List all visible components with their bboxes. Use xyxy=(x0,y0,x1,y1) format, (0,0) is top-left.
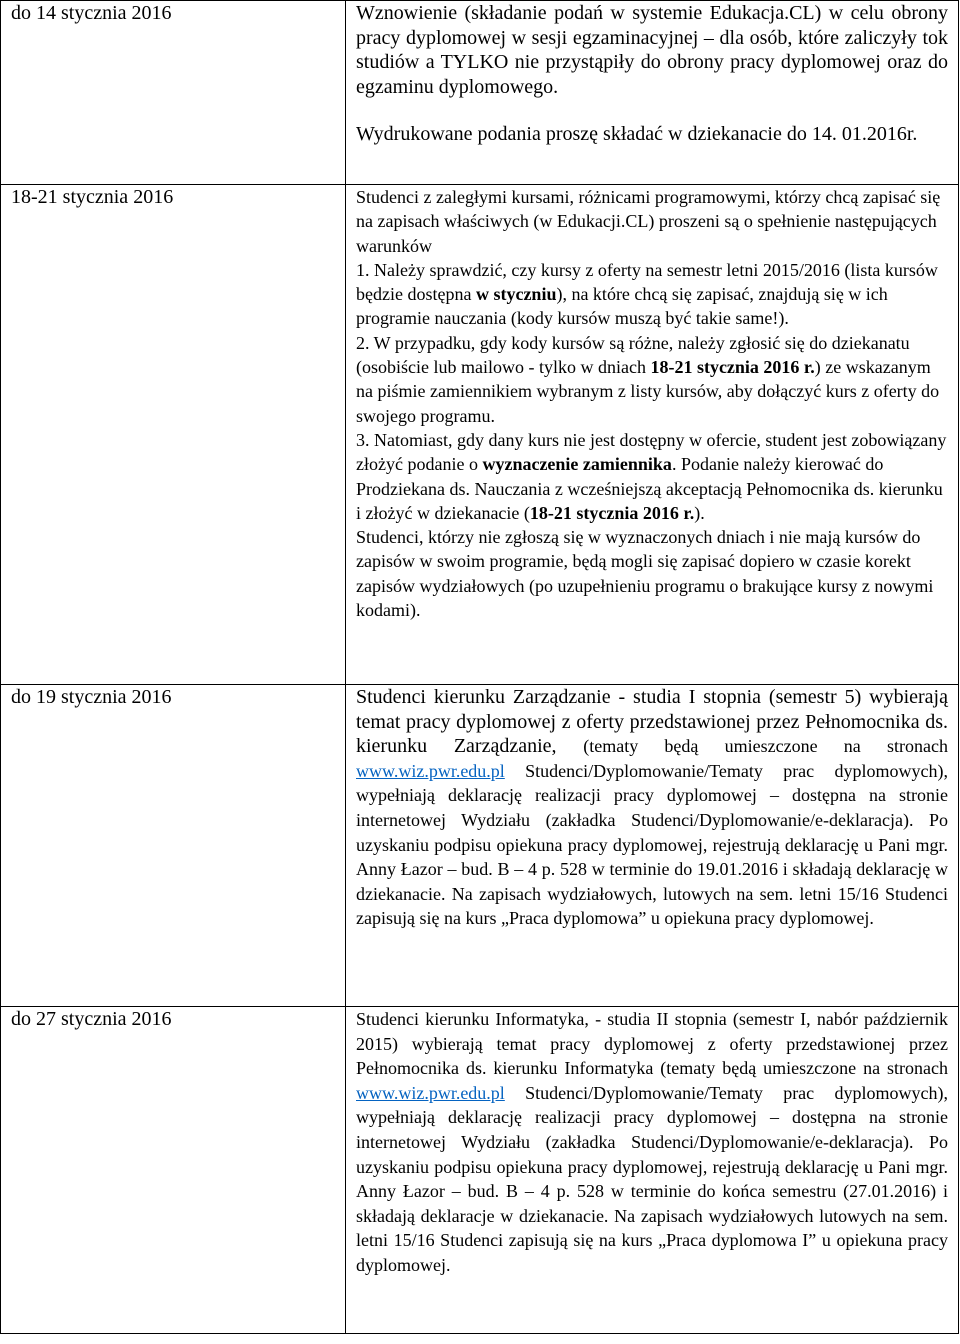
description-paragraph: Studenci kierunku Informatyka, - studia II stopnia (semestr I, nabór październik 2015) wybierają temat pracy dyplomowej z oferty przedstawionej przez Pełnomocnika ds. kierunku Informatyka (tematy będą umieszczone na stronach www.wiz.pwr.edu.pl Studenci/Dyplomowanie/Tematy prac dyplomowych), wypełniają deklarację realizacji pracy dyplomowej – dostępna na stronie internetowej Wydziału (zakładka Studenci/Dyplomowanie/e-deklaracja). Po uzyskaniu podpisu opiekuna pracy dyplomowej, rejestrują deklarację u Pani mgr. Anny Łazor – bud. B – 4 p. 528 w terminie do końca semestru (27.01.2016) i składają deklaracje w dziekanacie. Na zapisach wydziałowych lutowych na sem. letni 15/16 Studenci zapisują się na kurs „Praca dyplomowa I” u opiekuna pracy dyplomowej. xyxy=(356,1009,948,1275)
row-date: 18-21 stycznia 2016 xyxy=(1,185,346,685)
row-date: do 19 stycznia 2016 xyxy=(1,685,346,1007)
wiz-website-link[interactable]: www.wiz.pwr.edu.pl xyxy=(356,1082,505,1103)
description-paragraph: Wznowienie (składanie podań w systemie Edukacja.CL) w celu obrony pracy dyplomowej w sesji egzaminacyjnej – dla osób, które zaliczyły tok studiów a TYLKO nie przystąpiły do obrony pracy dyplomowej oraz do egzaminu dyplomowego. xyxy=(356,2,948,98)
condition-3: 3. Natomiast, gdy dany kurs nie jest dostępny w ofercie, student jest zobowiązany złożyć podanie o wyznaczenie zamiennika. Podanie należy kierować do Prodziekana ds. Nauczania z wcześniejszą akceptacją Pełnomocnika ds. kierunku i złożyć w dziekanacie (18-21 stycznia 2016 r.). xyxy=(356,429,947,523)
row-description xyxy=(346,1007,959,1334)
description-paragraph: Wydrukowane podania proszę składać w dziekanacie do 14. 01.2016r. xyxy=(356,123,918,145)
outro-paragraph: Studenci, którzy nie zgłoszą się w wyznaczonych dniach i nie mają kursów do zapisów w swoim programie, będą mogli się zapisać dopiero w czasie korekt zapisów wydziałowych (po uzupełnieniu programu o brakujące kursy z nowymi kodami). xyxy=(356,527,934,621)
description-paragraph: Studenci kierunku Zarządzanie - studia I stopnia (semestr 5) wybierają temat pracy dyplomowej z oferty przedstawionej przez Pełnomocnika ds. kierunku Zarządzanie, (tematy będą umieszczone na stronach www.wiz.pwr.edu.pl Studenci/Dyplomowanie/Tematy prac dyplomowych), wypełniają deklarację realizacji pracy dyplomowej – dostępna na stronie internetowej Wydziału (zakładka Studenci/Dyplomowanie/e-deklaracja). Po uzyskaniu podpisu opiekuna pracy dyplomowej, rejestrują deklarację u Pani mgr. Anny Łazor – bud. B – 4 p. 528 w terminie do 19.01.2016 i składają deklarację w dziekanacie. Na zapisach wydziałowych, lutowych na sem. letni 15/16 Studenci zapisują się na kurs „Praca dyplomowa” u opiekuna pracy dyplomowej. xyxy=(356,686,948,929)
schedule-row xyxy=(1,185,959,685)
schedule-row xyxy=(1,685,959,1007)
schedule-row xyxy=(1,1,959,185)
schedule-row xyxy=(1,1007,959,1334)
row-date: do 27 stycznia 2016 xyxy=(1,1007,346,1334)
row-description xyxy=(346,185,959,685)
row-description xyxy=(346,1,959,185)
condition-1: 1. Należy sprawdzić, czy kursy z oferty na semestr letni 2015/2016 (lista kursów będzie dostępna w styczniu), na które chcą się zapisać, znajdują się w ich programie nauczania (kody kursów muszą być takie same!). xyxy=(356,259,938,329)
row-description xyxy=(346,685,959,1007)
intro-paragraph: Studenci z zaległymi kursami, różnicami programowymi, którzy chcą zapisać się na zapisach właściwych (w Edukacji.CL) proszeni są o spełnienie następujących warunków xyxy=(356,187,941,256)
condition-2: 2. W przypadku, gdy kody kursów są różne, należy zgłosić się do dziekanatu (osobiście lub mailowo - tylko w dniach 18-21 stycznia 2016 r.) ze wskazanym na piśmie zamiennikiem wybranym z listy kursów, aby dołączyć kurs z oferty do swojego programu. xyxy=(356,332,940,426)
wiz-website-link[interactable]: www.wiz.pwr.edu.pl xyxy=(356,760,505,781)
row-date: do 14 stycznia 2016 xyxy=(1,1,346,185)
